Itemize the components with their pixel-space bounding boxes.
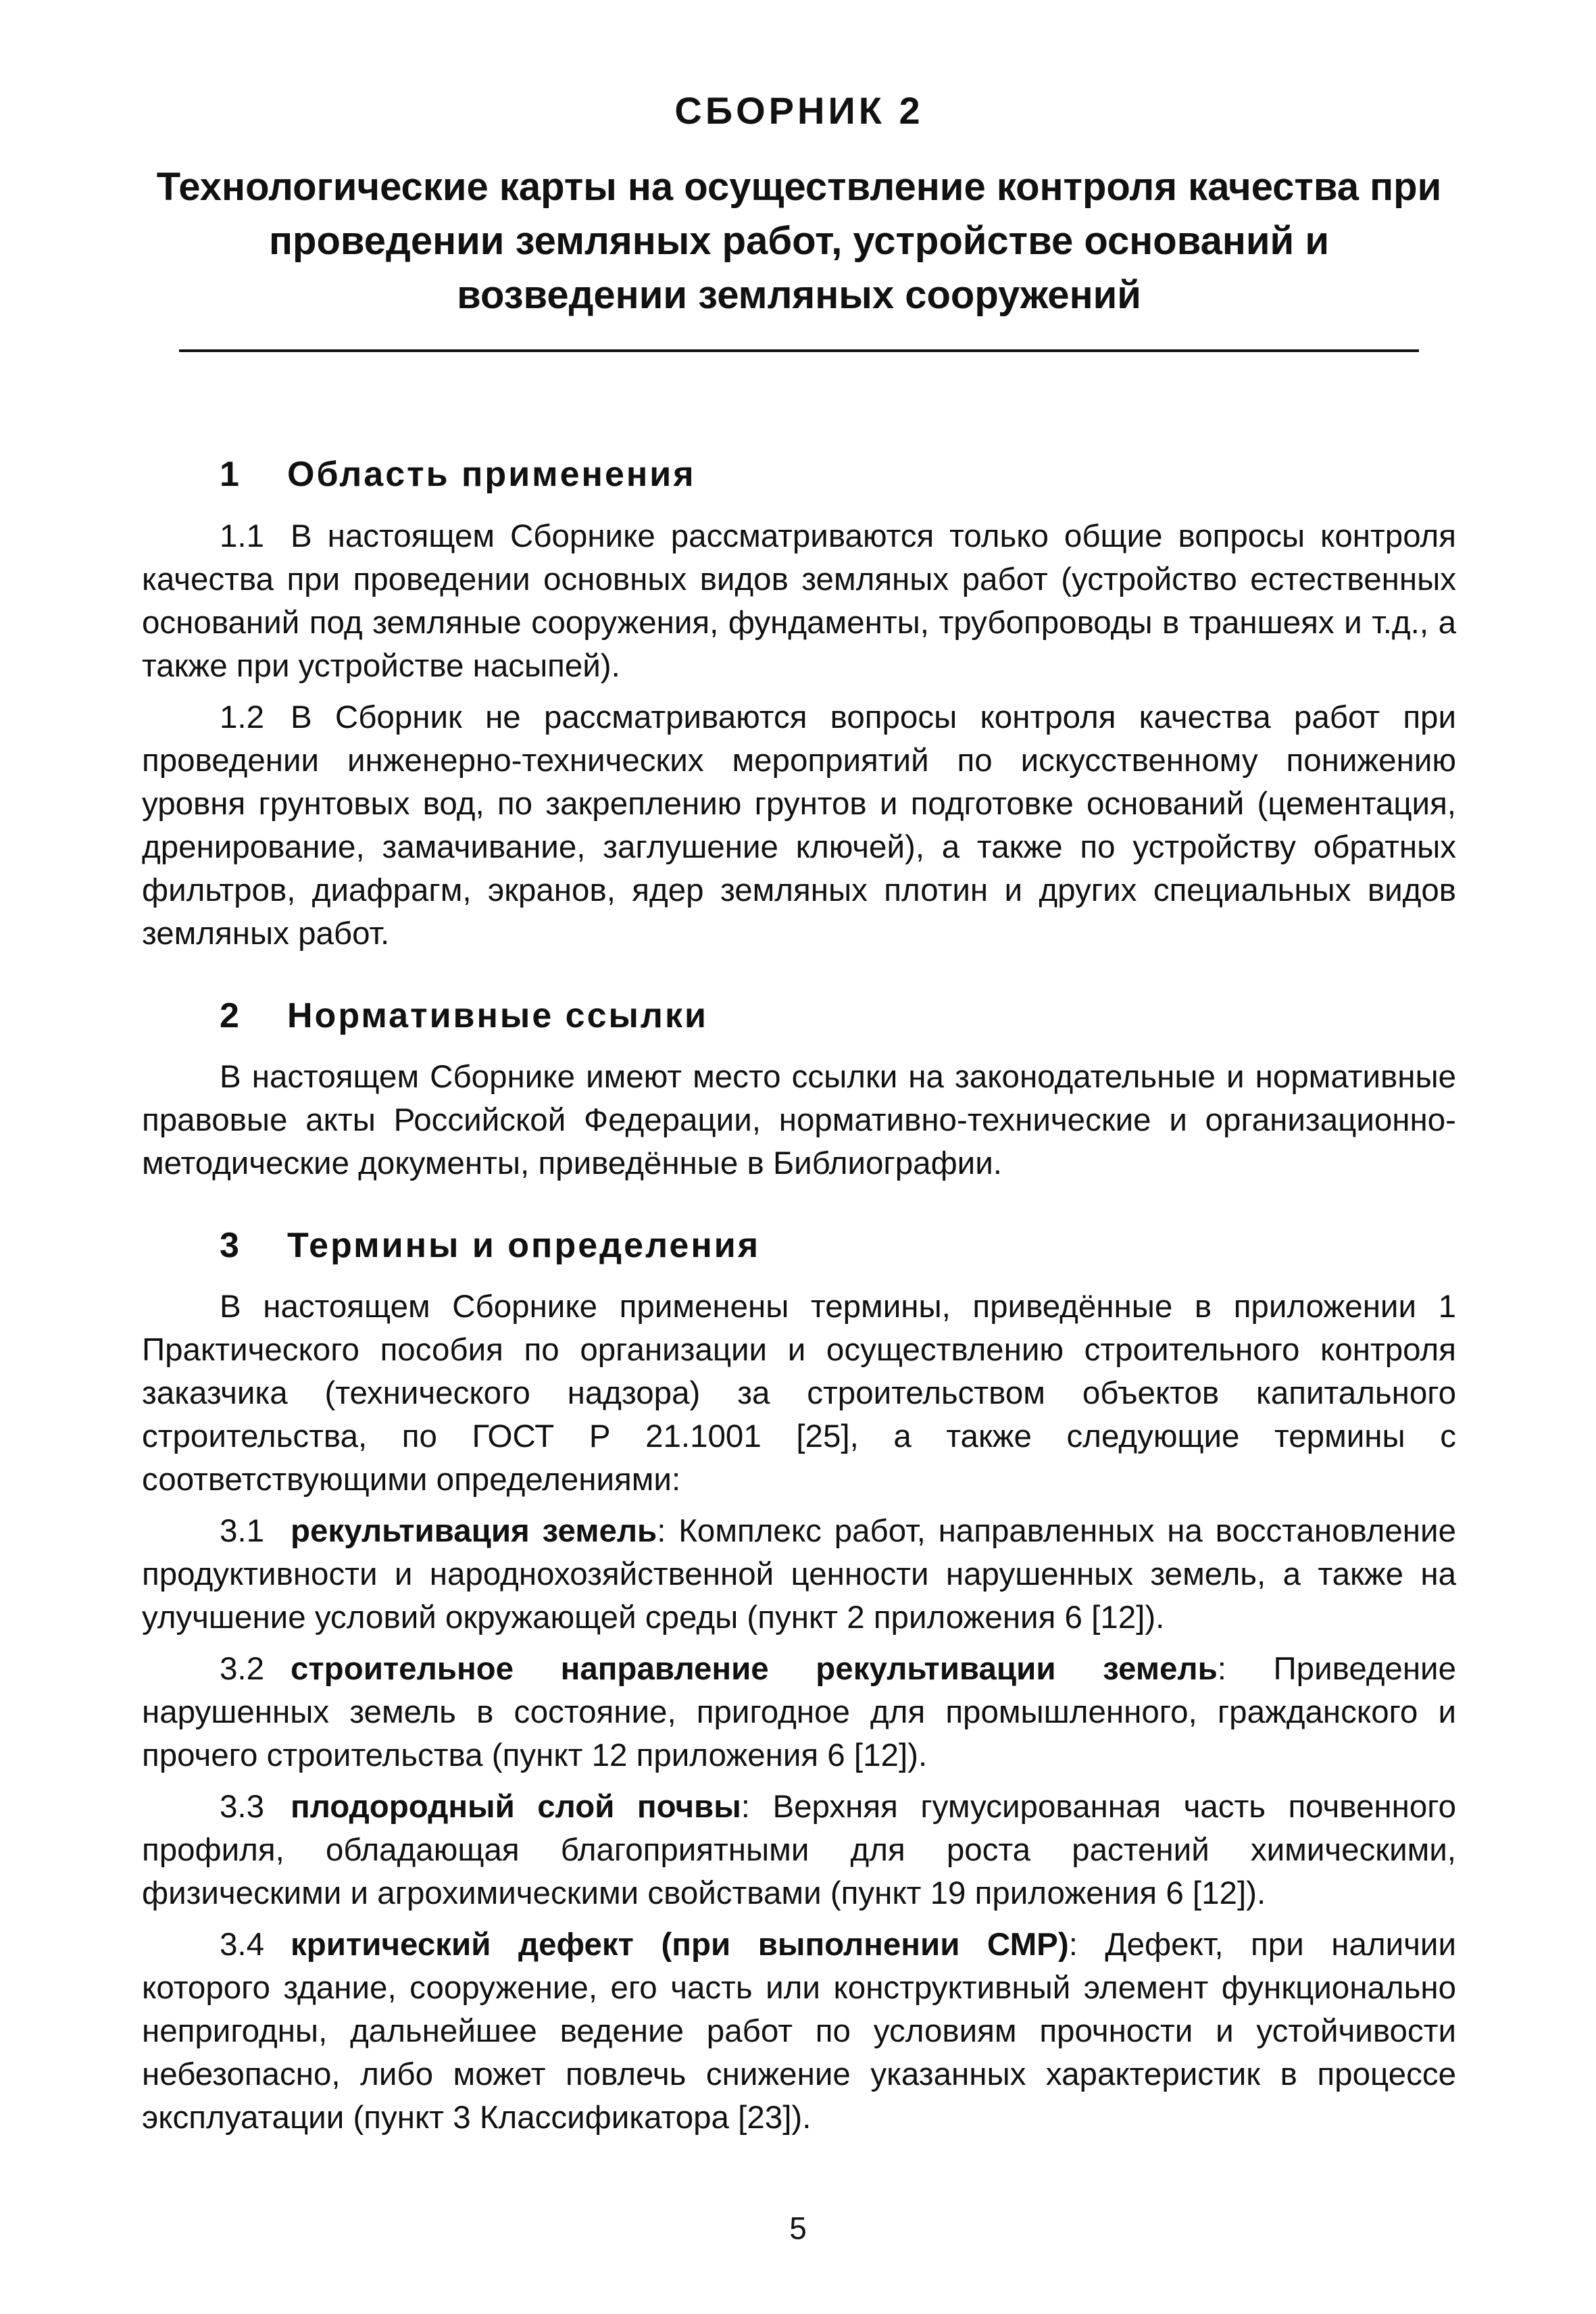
paragraph-text: В Сборник не рассматриваются вопросы контроля качества работ при проведении инженерно-технических мероприятий по искусственному понижению уровня грунтовых вод, по закреплению грунтов и подготовке оснований (цементация, дренирование, замачивание, заглушение ключей), а также по устройству обратных фильтров, диафрагм, экранов, ядер земляных плотин и других специальных видов земляных работ.: [142, 699, 1456, 952]
term-name: рекультивация земель: [291, 1513, 657, 1550]
section-2-heading: [142, 995, 1456, 1037]
section-number: 3: [220, 1225, 241, 1265]
paragraph-2: [142, 1056, 1456, 1185]
paragraph-1-2: [142, 696, 1456, 956]
paragraph-number: 1.1: [220, 518, 265, 554]
section-3-heading: [142, 1225, 1456, 1266]
paragraph-text: В настоящем Сборнике рассматриваются только общие вопросы контроля качества при проведении основных видов земляных работ (устройство естественных оснований под земляные сооружения, фундаменты, трубопроводы в траншеях и т.д., а также при устройстве насыпей).: [142, 518, 1456, 684]
paragraph-text: В настоящем Сборнике имеют место ссылки на законодательные и нормативные правовые акты Российской Федерации, нормативно-технические и организационно-методические документы, приведённые в Библиографии.: [142, 1058, 1456, 1181]
section-title: Термины и определения: [287, 1225, 761, 1265]
term-name: строительное направление рекультивации земель: [291, 1651, 1218, 1688]
section-title: Область применения: [287, 455, 696, 495]
term-definition: : Верхняя гумусированная часть почвенного профиля, обладающая благоприятными для роста растений химическими, физическими и агрохимическими свойствами (пункт 19 приложения 6 [12]).: [142, 1789, 1456, 1912]
term-name: критический дефект (при выполнении СМР): [291, 1927, 1069, 1963]
term-3-1: [142, 1510, 1456, 1640]
document-title: Технологические карты на осуществление контроля качества при проведении земляных работ, устройстве оснований и возведении земляных сооружений: [156, 165, 1442, 318]
section-number: 1: [220, 455, 241, 495]
term-3-2: [142, 1648, 1456, 1777]
term-number: 3.4: [220, 1927, 265, 1963]
page-number: 5: [789, 2211, 807, 2246]
term-definition: : Дефект, при наличии которого здание, сооружение, его часть или конструктивный элемент функционально непригодны, дальнейшее ведение работ по условиям прочности и устойчивости небезопасно, либо может повлечь снижение указанных характеристик в процессе эксплуатации (пункт 3 Классификатора [23]).: [142, 1927, 1456, 2136]
term-name: плодородный слой почвы: [291, 1789, 741, 1825]
collection-title: СБОРНИК 2: [674, 89, 924, 132]
term-3-3: [142, 1786, 1456, 1915]
paragraph-text: В настоящем Сборнике применены термины, приведённые в приложении 1 Практического пособия по организации и осуществлению строительного контроля заказчика (технического надзора) за строительством объектов капитального строительства, по ГОСТ Р 21.1001 [25], а также следующие термины с соответствующими определениями:: [142, 1289, 1456, 1498]
term-number: 3.3: [220, 1789, 265, 1825]
paragraph-3-intro: [142, 1285, 1456, 1502]
paragraph-1-1: [142, 515, 1456, 688]
term-definition: : Приведение нарушенных земель в состояние, пригодное для промышленного, гражданского и прочего строительства (пункт 12 приложения 6 [12]).: [142, 1651, 1457, 1774]
paragraph-number: 1.2: [220, 699, 265, 735]
term-number: 3.1: [220, 1513, 265, 1550]
section-1-heading: [142, 453, 1456, 495]
section-number: 2: [220, 995, 241, 1035]
document-page: [142, 88, 1456, 2140]
title-divider: [179, 349, 1419, 352]
term-number: 3.2: [220, 1651, 265, 1688]
term-definition: : Комплекс работ, направленных на восстановление продуктивности и народнохозяйственной ценности нарушенных земель, а также на улучшение условий окружающей среды (пункт 2 приложения 6 [12]).: [142, 1513, 1456, 1636]
section-title: Нормативные ссылки: [287, 995, 708, 1035]
term-3-4: [142, 1923, 1456, 2140]
